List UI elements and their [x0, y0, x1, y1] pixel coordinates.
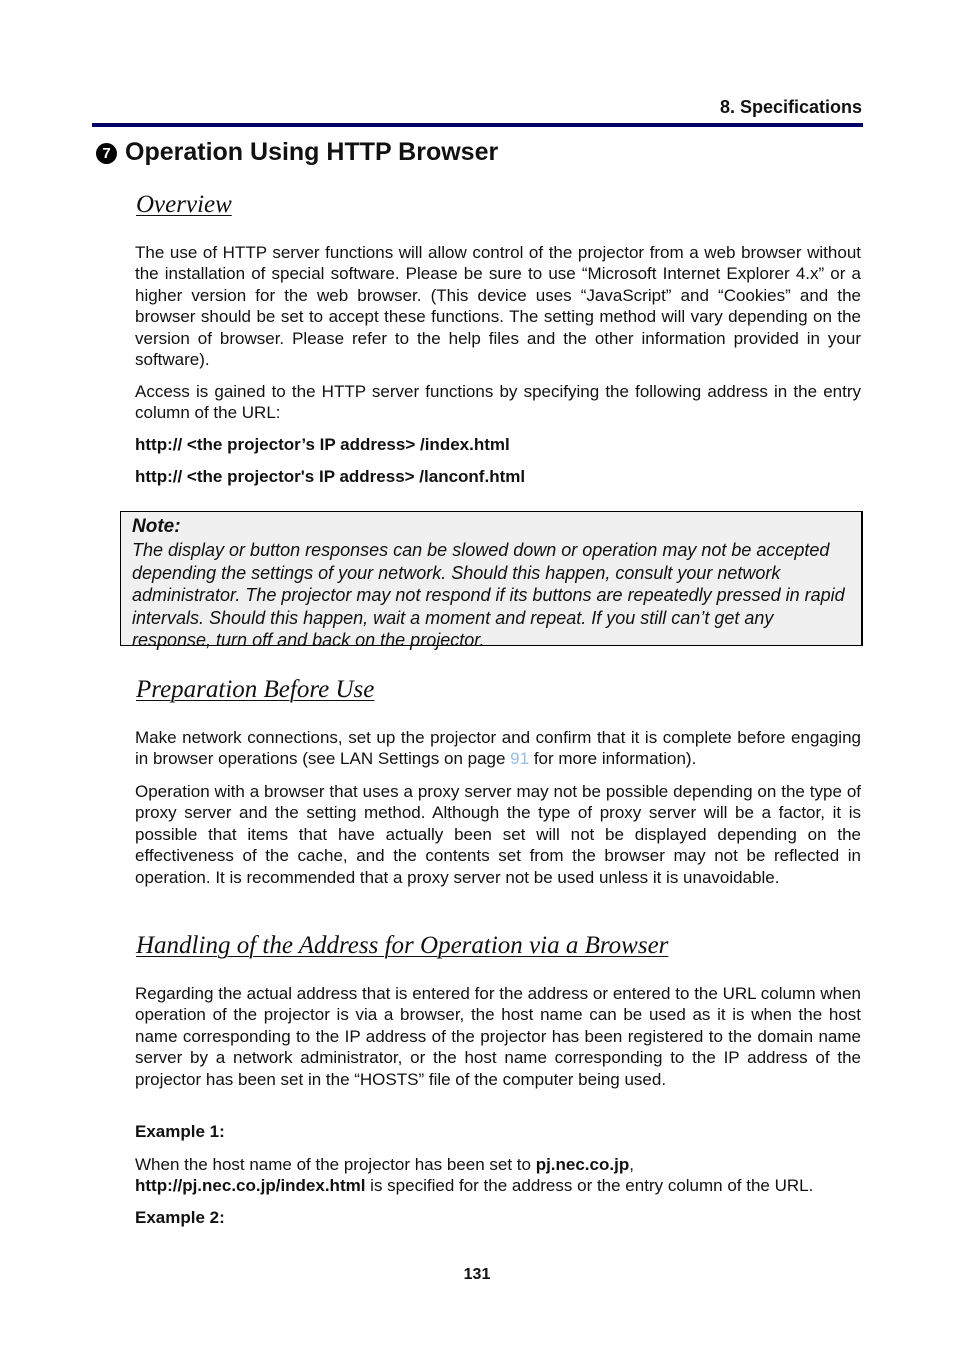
overview-heading: Overview	[136, 191, 232, 218]
example-1-label: Example 1:	[135, 1122, 225, 1141]
example-host: pj.nec.co.jp	[535, 1155, 630, 1174]
url-index: http:// <the projector’s IP address> /index.html	[135, 435, 510, 454]
handling-paragraph-1: Regarding the actual address that is entered for the address or entered to the URL column when operation of the projector is via a browser, the host name can be used as it is when the host name corresponding to the IP address of the projector has been registered to the domain name server by a network administrator, or the host name corresponding to the IP address of the projector has been set in the “HOSTS” file of the computer being used.	[135, 984, 861, 1089]
running-header: 8. Specifications	[719, 97, 862, 117]
preparation-paragraph-2: Operation with a browser that uses a proxy server may not be possible depending on the type of proxy server and the setting method. Although the type of proxy server will be a factor, it is possible that items that have actually been set will not be displayed depending on the effectiveness of the cache, and the contents set from the browser may not be reflected in operation. It is recommended that a proxy server not be used unless it is unavoidable.	[135, 782, 861, 887]
page-number: 131	[463, 1266, 491, 1283]
url-lanconf: http:// <the projector's IP address> /lanconf.html	[135, 467, 526, 486]
note-body: The display or button responses can be slowed down or operation may not be accepted depending the settings of your network. Should this happen, consult your network administrator. The projector may not respond if its buttons are repeatedly pressed in rapid intervals. Should this happen, wait a moment and repeat. If you still can’t get any response, turn off and back on the projector.	[132, 540, 845, 650]
overview-paragraph-1: The use of HTTP server functions will allow control of the projector from a web browser without the installation of special software. Please be sure to use “Microsoft Internet Explorer 4.x” or a higher version for the web browser. (This device uses “JavaScript” and “Cookies” and the browser should be set to accept these functions. The setting method will vary depending on the version of browser. Please refer to the help files and the other information provided in your software).	[135, 243, 861, 370]
preparation-paragraph-1: Make network connections, set up the projector and confirm that it is complete before engaging in browser operations (see LAN Settings on page 91 for more information).	[135, 728, 861, 769]
example-url: http://pj.nec.co.jp/index.html	[135, 1176, 366, 1196]
example-2-label: Example 2:	[135, 1208, 225, 1227]
preparation-heading: Preparation Before Use	[136, 676, 375, 703]
section-heading	[96, 138, 498, 167]
note-box	[120, 511, 863, 650]
example-1-text: When the host name of the projector has been set to pj.nec.co.jp, http://pj.nec.co.jp/index.html is specified for the address or the entry column of the URL.	[135, 1155, 814, 1196]
handling-heading: Handling of the Address for Operation via a Browser	[136, 932, 669, 959]
circled-number-icon: 7	[96, 143, 117, 164]
overview-paragraph-2: Access is gained to the HTTP server functions by specifying the following address in the entry column of the URL:	[135, 382, 861, 423]
note-title: Note:	[132, 516, 181, 537]
header-rule	[92, 123, 863, 127]
page-link[interactable]: 91	[510, 749, 530, 769]
section-title: Operation Using HTTP Browser	[125, 138, 499, 166]
